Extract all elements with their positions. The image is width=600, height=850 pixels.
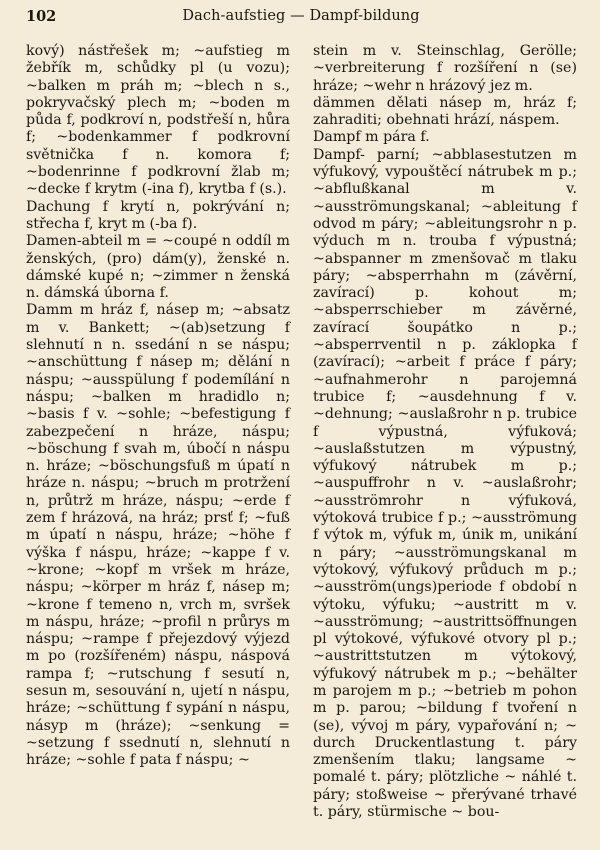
entry-dampf: Dampf m pára f. (313, 129, 430, 146)
entry-dach-continued: kový) nástřešek m; ~aufstieg m žebřík m, schůdky pl (u vozu); ~balken m práh m; ~blech n s., pokryvačský plech m; ~boden m půda f, podkroví n, podstřeší n, hůra f; ~bodenkammer f podkrovní světnička f n. komora f; ~bodenrinne f podkrovní žlab m; ~decke f krytm (-ina f), krytba f (s.). (26, 43, 290, 198)
page-header (26, 4, 576, 26)
running-head: Dach-aufstieg — Dampf-bildung (182, 8, 420, 24)
page-number: 102 (26, 8, 57, 25)
entry-dampf-compounds: Dampf- parní; ~abblasestutzen m výfukový, vypouštěcí nátrubek m p.; ~abflußkanal m v. ~ausströmungskanal; ~ableitung f odvod m páry; ~ableitungsrohr n p. výduch m n. trouba f výpustná; ~abspanner m zmenšovač m tlaku páry; ~absperrhahn m (závěrní, zavírací) p. kohout m; ~absperrschieber m závěrné, zavírací šoupátko n p.; ~absperrventil n p. záklopka f (zavírací); ~arbeit f práce f páry; ~aufnahmerohr n parojemná trubice f; ~ausdehnung f v. ~dehnung; ~auslaßrohr n p. trubice f výpustná, výfuková; ~auslaßstutzen m výpustný, výfukový nátrubek m p.; ~auspuffrohr n v. ~auslaßrohr; ~ausströmrohr n výfuková, výtoková trubice f p.; ~ausströmung f výtok m, výfuk m, únik m, unikání n páry; ~ausströmungskanal m výtokový, výfukový průduch m p.; ~ausström(ungs)periode f období n výtoku, výfuku; ~austritt m v. ~ausströmung; ~austrittsöffnungen pl výtokové, výfukové otvory pl p.; ~austrittstutzen m výtokový, výfukový nátrubek m p.; ~behälter m parojem m p.; ~betrieb m pohon m p. parou; ~bildung f tvoření n (se), vývoj m páry, vypařování n; ~ durch Druckentlastung t. páry zmenšením tlaku; langsame ~ pomalé t. páry; plötzliche ~ náhlé t. páry; stoßweise ~ přerývané trhavé t. páry, stürmische ~ bou- (313, 146, 577, 821)
left-column (26, 43, 290, 769)
entry-damm: Damm m hráz f, násep m; ~absatz m v. Bankett; ~(ab)setzung f slehnutí n n. ssedání n se náspu; ~anschüttung f násep m; dělání n náspu; ~ausspülung f podemílání n náspu; ~balken m hradidlo n; ~basis f v. ~sohle; ~befestigung f zabezpečení n hráze, náspu; ~böschung f svah m, úbočí n náspu n. hráze; ~böschungsfuß m úpatí n hráze n. náspu; ~bruch m protržení n, průtrž m hráze, náspu; ~erde f zem f hrázová, na hráz; prsť f; ~fuß m úpatí n náspu, hráze; ~höhe f výška f náspu, hráze; ~kappe f v. ~krone; ~kopf m vršek m hráze, náspu; ~körper m hráz f, násep m; ~krone f temeno n, vrch m, svršek m náspu, hráze; ~profil n průrys m náspu; ~rampe f přejezdový výjezd m po (rozšířeném) náspu, náspová rampa f; ~rutschung f sesutí n, sesun m, sesouvání n, ujetí n náspu, hráze; ~schüttung f sypání n náspu, násyp m (hráze); ~senkung = ~setzung f ssednutí n, slehnutí n hráze; ~sohle f pata f náspu; ~ (26, 302, 290, 769)
right-column (313, 43, 577, 821)
entry-dammstein-continued: stein m v. Steinschlag, Gerölle; ~verbreiterung f rozšíření n (se) hráze; ~wehr n hrázový jez m. (313, 43, 577, 94)
entry-daemmen: dämmen dělati násep m, hráz f; zahraditi; obehnati hrází, náspem. (313, 94, 577, 129)
entry-damen-abteil: Damen-abteil m = ~coupé n oddíl m ženských, (pro) dám(y), ženské n. dámské kupé n; ~zimmer n ženská n. dámská úborna f. (26, 233, 290, 302)
entry-dachung: Dachung f krytí n, pokrývání n; střecha f, kryt m (-ba f). (26, 198, 290, 232)
